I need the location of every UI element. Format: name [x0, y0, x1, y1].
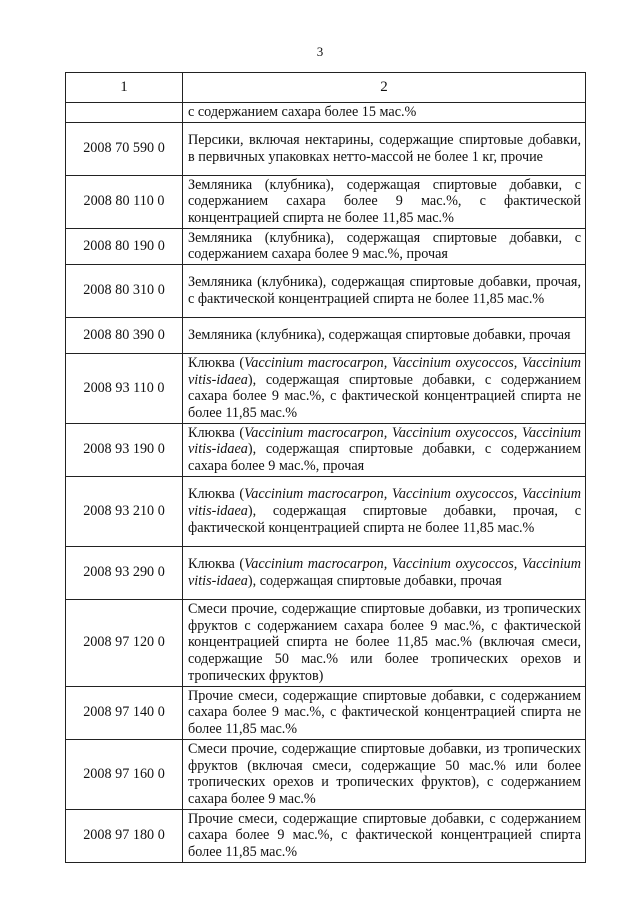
column-header-code: 1	[66, 73, 183, 103]
table-row	[66, 353, 586, 423]
description-text: ), содержащая спиртовые добавки, прочая	[247, 572, 502, 589]
row-code: 2008 97 180 0	[66, 809, 183, 862]
description-text: Земляника (клубника), содержащая спиртовые добавки, прочая	[188, 326, 571, 343]
description-text: Клюква (	[188, 556, 245, 573]
description-text: Клюква (	[188, 486, 245, 503]
row-code: 2008 97 140 0	[66, 686, 183, 739]
row-description	[183, 228, 586, 264]
row-code: 2008 97 120 0	[66, 599, 183, 686]
table-row	[66, 317, 586, 353]
row-code: 2008 80 110 0	[66, 175, 183, 228]
row-code: 2008 93 290 0	[66, 546, 183, 599]
row-description	[183, 423, 586, 476]
table-row	[66, 599, 586, 686]
row-description	[183, 476, 586, 546]
row-code: 2008 80 190 0	[66, 228, 183, 264]
table-row	[66, 809, 586, 862]
row-code: 2008 80 310 0	[66, 264, 183, 317]
description-text: ), содержащая спиртовые добавки, с содержанием сахара более 9 мас.%, с фактической концентрацией спирта не более 11,85 мас.%	[188, 371, 581, 421]
description-text: Прочие смеси, содержащие спиртовые добавки, с содержанием сахара более 9 мас.%, с фактической концентрацией спирта не более 11,85 мас.%	[188, 687, 581, 738]
description-text: Земляника (клубника), содержащая спиртовые добавки, прочая, с фактической концентрацией спирта не более 11,85 мас.%	[188, 274, 581, 307]
row-code: 2008 80 390 0	[66, 317, 183, 353]
table-row	[66, 175, 586, 228]
description-text: Земляника (клубника), содержащая спиртовые добавки, с содержанием сахара более 9 мас.%, с фактической концентрацией спирта не более 11,85 мас.%	[188, 176, 581, 226]
description-text: Прочие смеси, содержащие спиртовые добавки, с содержанием сахара более 9 мас.%, с фактической концентрацией спирта более 11,85 мас.%	[188, 810, 581, 861]
page-number: 3	[316, 44, 324, 59]
table-header-row	[66, 73, 586, 103]
table-row	[66, 423, 586, 476]
column-header-description: 2	[183, 73, 586, 103]
description-text: с содержанием сахара более 15 мас.%	[188, 104, 417, 120]
description-text: Земляника (клубника), содержащая спиртовые добавки, с содержанием сахара более 9 мас.%, прочая	[188, 229, 581, 263]
description-text: Клюква (	[188, 355, 245, 372]
row-description	[183, 809, 586, 862]
row-description	[183, 103, 586, 123]
row-description	[183, 686, 586, 739]
latin-name: Vaccinium macrocarpon, Vaccinium oxycoccos, Vaccinium vitis-idaea	[188, 424, 581, 458]
row-code: 2008 70 590 0	[66, 122, 183, 175]
table-row	[66, 228, 586, 264]
row-description	[183, 317, 586, 353]
table-row	[66, 476, 586, 546]
description-text: ), содержащая спиртовые добавки, с содержанием сахара более 9 мас.%, прочая	[188, 441, 581, 475]
description-text: Смеси прочие, содержащие спиртовые добавки, из тропических фруктов (включая смеси, содержащие 50 мас.% или более тропических орехов и тропических фруктов), с содержанием сахара более 9 мас.%	[188, 741, 581, 807]
description-text: Клюква (	[188, 424, 245, 441]
description-text: Персики, включая нектарины, содержащие спиртовые добавки, в первичных упаковках нетто-массой не более 1 кг, прочие	[188, 132, 581, 165]
row-code: 2008 97 160 0	[66, 739, 183, 809]
row-description	[183, 599, 586, 686]
row-description	[183, 546, 586, 599]
table-row	[66, 103, 586, 123]
row-description	[183, 739, 586, 809]
row-code: 2008 93 210 0	[66, 476, 183, 546]
latin-name: Vaccinium macrocarpon, Vaccinium oxycoccos, Vaccinium vitis-idaea	[188, 556, 581, 589]
table-row	[66, 264, 586, 317]
latin-name: Vaccinium macrocarpon, Vaccinium oxycoccos, Vaccinium vitis-idaea	[188, 486, 581, 519]
description-text: Смеси прочие, содержащие спиртовые добавки, из тропических фруктов с содержанием сахара более 9 мас.%, с фактической концентрацией спирта не более 11,85 мас.% (включая смеси, содержащие 50 мас.% или более тропических орехов и тропических фруктов)	[188, 601, 581, 684]
tariff-table	[65, 72, 586, 863]
row-code: 2008 93 110 0	[66, 353, 183, 423]
description-text: ), содержащая спиртовые добавки, прочая, с фактической концентрацией спирта не более 11,85 мас.%	[188, 502, 581, 536]
row-description	[183, 353, 586, 423]
row-description	[183, 264, 586, 317]
table-row	[66, 546, 586, 599]
table-row	[66, 122, 586, 175]
row-code	[66, 103, 183, 123]
row-code: 2008 93 190 0	[66, 423, 183, 476]
table-row	[66, 739, 586, 809]
row-description	[183, 175, 586, 228]
latin-name: Vaccinium macrocarpon, Vaccinium oxycoccos, Vaccinium vitis-idaea	[188, 355, 581, 388]
table-row	[66, 686, 586, 739]
row-description	[183, 122, 586, 175]
